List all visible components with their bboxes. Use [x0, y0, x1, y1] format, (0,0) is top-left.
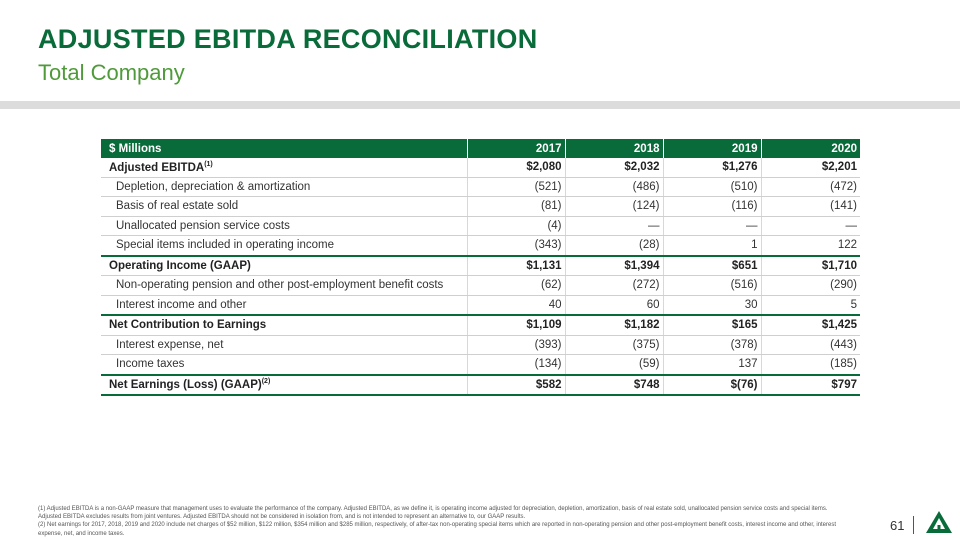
- page-number-divider: [913, 516, 914, 534]
- table-cell: 1: [663, 236, 761, 256]
- table-cell: (185): [761, 355, 860, 375]
- table-cell: (134): [467, 355, 565, 375]
- column-header: 2017: [467, 139, 565, 158]
- page-subtitle: Total Company: [38, 60, 185, 85]
- table-cell: $748: [565, 375, 663, 396]
- footnote-1: (1) Adjusted EBITDA is a non-GAAP measure that management uses to evaluate the performance of the company. Adjusted EBITDA, as we define it, is operating income adjusted for depreciation, depletion, amortization, basis of real estate sold, unallocated pension service costs and special items. Adjusted EBITDA excludes results from joint ventures. Adjusted EBITDA should not be considered in isolation from, and is not intended to represent an alternative to, our GAAP results.: [38, 506, 828, 521]
- table-cell: (510): [663, 177, 761, 197]
- page-number: 61: [890, 518, 905, 533]
- table-cell: 30: [663, 295, 761, 315]
- table-cell: (378): [663, 335, 761, 355]
- table-cell: (393): [467, 335, 565, 355]
- table-row: [101, 158, 860, 177]
- row-label: Unallocated pension service costs: [101, 216, 467, 236]
- table-cell: 40: [467, 295, 565, 315]
- table-cell: (62): [467, 276, 565, 296]
- table-cell: $1,710: [761, 256, 860, 276]
- column-header: 2018: [565, 139, 663, 158]
- table-cell: $1,425: [761, 315, 860, 335]
- table-cell: $651: [663, 256, 761, 276]
- table-cell: $165: [663, 315, 761, 335]
- table-cell: (59): [565, 355, 663, 375]
- table-cell: $1,109: [467, 315, 565, 335]
- column-header: 2019: [663, 139, 761, 158]
- row-label: Operating Income (GAAP): [101, 256, 467, 276]
- table-cell: (141): [761, 197, 860, 217]
- row-label: Net Earnings (Loss) (GAAP)$^{(2)}$: [101, 375, 467, 396]
- table-cell: (343): [467, 236, 565, 256]
- table-cell: $2,080: [467, 158, 565, 177]
- table-cell: (28): [565, 236, 663, 256]
- table-cell: $1,182: [565, 315, 663, 335]
- reconciliation-table: [101, 139, 860, 396]
- row-label: Interest income and other: [101, 295, 467, 315]
- table-row: [101, 315, 860, 335]
- header-divider: [0, 101, 960, 109]
- table-cell: (516): [663, 276, 761, 296]
- column-header: 2020: [761, 139, 860, 158]
- table-header-row: [101, 139, 860, 158]
- table-cell: (375): [565, 335, 663, 355]
- tree-logo-icon: [925, 510, 953, 534]
- table-cell: $1,394: [565, 256, 663, 276]
- table-row: [101, 216, 860, 236]
- table-cell: 5: [761, 295, 860, 315]
- table-cell: (290): [761, 276, 860, 296]
- table-cell: 122: [761, 236, 860, 256]
- table-cell: $2,201: [761, 158, 860, 177]
- table-cell: —: [663, 216, 761, 236]
- footnotes: [38, 505, 838, 538]
- footnote-ref: (2): [261, 378, 271, 386]
- table-cell: (472): [761, 177, 860, 197]
- table-cell: $(76): [663, 375, 761, 396]
- row-label: Basis of real estate sold: [101, 197, 467, 217]
- table-row: [101, 177, 860, 197]
- row-label: Interest expense, net: [101, 335, 467, 355]
- table-cell: 137: [663, 355, 761, 375]
- table-row: [101, 197, 860, 217]
- table-cell: $797: [761, 375, 860, 396]
- table-cell: 60: [565, 295, 663, 315]
- table-cell: —: [565, 216, 663, 236]
- table-cell: (81): [467, 197, 565, 217]
- row-label: Net Contribution to Earnings: [101, 315, 467, 335]
- table-cell: $582: [467, 375, 565, 396]
- row-label: Depletion, depreciation & amortization: [101, 177, 467, 197]
- table-cell: (124): [565, 197, 663, 217]
- table-row: [101, 236, 860, 256]
- table-cell: —: [761, 216, 860, 236]
- footnote-2: (2) Net earnings for 2017, 2018, 2019 and 2020 include net charges of $52 million, $122 million, $354 million and $285 million, respectively, of after-tax non-operating special items which are reported in non-operating pension and other post-employment benefit costs, interest income and other, interest expense, net, and income taxes.: [38, 522, 837, 537]
- table-row: [101, 375, 860, 396]
- table-cell: $1,131: [467, 256, 565, 276]
- column-header: $ Millions: [101, 139, 467, 158]
- table-cell: (116): [663, 197, 761, 217]
- table-cell: (4): [467, 216, 565, 236]
- table-row: [101, 295, 860, 315]
- table-cell: (443): [761, 335, 860, 355]
- table-cell: $2,032: [565, 158, 663, 177]
- table-row: [101, 256, 860, 276]
- row-label: Non-operating pension and other post-employment benefit costs: [101, 276, 467, 296]
- row-label: Special items included in operating income: [101, 236, 467, 256]
- table-row: [101, 276, 860, 296]
- table-cell: (486): [565, 177, 663, 197]
- table-row: [101, 355, 860, 375]
- row-label: Adjusted EBITDA$^{(1)}$: [101, 158, 467, 177]
- table-cell: $1,276: [663, 158, 761, 177]
- page-title: ADJUSTED EBITDA RECONCILIATION: [38, 24, 538, 54]
- table-row: [101, 335, 860, 355]
- table-cell: (521): [467, 177, 565, 197]
- table-cell: (272): [565, 276, 663, 296]
- footnote-ref: (1): [204, 160, 213, 168]
- row-label: Income taxes: [101, 355, 467, 375]
